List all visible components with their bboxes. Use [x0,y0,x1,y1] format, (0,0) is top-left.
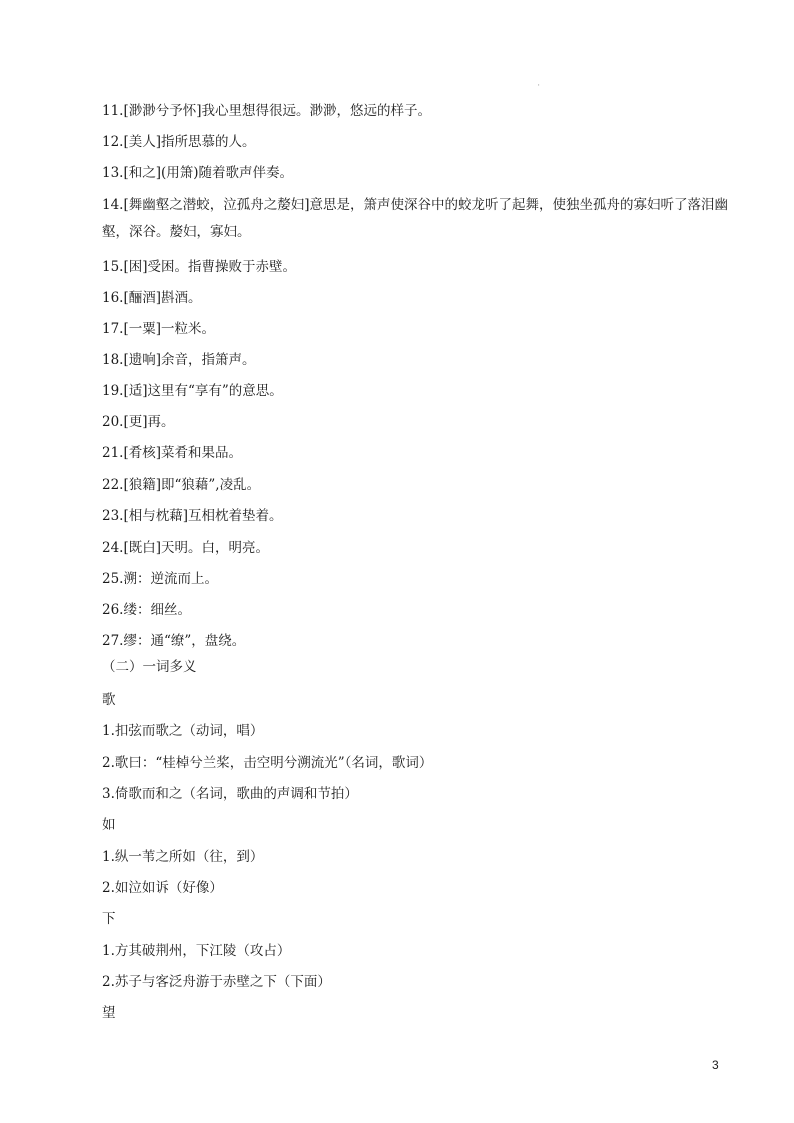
word-xia-item-1: 1.方其破荆州，下江陵（攻占） [102,943,291,959]
word-ru-item-2: 2.如泣如诉（好像） [102,880,223,896]
page-number: 3 [712,1058,719,1072]
note-16: 16.[酾酒]斟酒。 [102,290,202,306]
note-13: 13.[和之](用箫)随着歌声伴奏。 [102,165,294,181]
note-21: 21.[肴核]菜肴和果品。 [102,445,243,461]
note-27: 27.缪：通“缭”，盘绕。 [102,633,246,649]
word-ge-item-2: 2.歌曰：“桂棹兮兰桨，击空明兮溯流光”（名词，歌词） [102,755,433,771]
note-25: 25.溯：逆流而上。 [102,571,218,587]
header-mark: ' [538,84,540,91]
word-heading-xia: 下 [102,911,116,927]
word-heading-wang: 望 [102,1005,116,1021]
section-heading: （二）一词多义 [102,659,197,675]
word-xia-item-2: 2.苏子与客泛舟游于赤壁之下（下面） [102,974,331,990]
note-12: 12.[美人]指所思慕的人。 [102,134,256,150]
word-ru-item-1: 1.纵一苇之所如（往，到） [102,849,264,865]
note-18: 18.[遗响]余音，指箫声。 [102,352,256,368]
word-heading-ge: 歌 [102,692,116,708]
note-22: 22.[狼籍]即“狼藉”,凌乱。 [102,477,261,493]
note-20: 20.[更]再。 [102,414,175,430]
word-ge-item-1: 1.扣弦而歌之（动词，唱） [102,723,264,739]
word-heading-ru: 如 [102,817,116,833]
note-15: 15.[困]受困。指曹操败于赤壁。 [102,259,297,275]
note-26: 26.缕：细丝。 [102,602,191,618]
note-17: 17.[一粟]一粒米。 [102,321,216,337]
word-ge-item-3: 3.倚歌而和之（名词，歌曲的声调和节拍） [102,786,358,802]
note-24: 24.[既白]天明。白，明亮。 [102,540,270,556]
note-14: 14.[舞幽壑之潜蛟，泣孤舟之嫠妇]意思是，箫声使深谷中的蛟龙听了起舞，使独坐孤舟的寡妇听了落泪幽壑，深谷。嫠妇，寡妇。 [102,197,729,240]
note-11: 11.[渺渺兮予怀]我心里想得很远。渺渺，悠远的样子。 [102,103,432,119]
note-19: 19.[适]这里有“享有”的意思。 [102,383,283,399]
note-23: 23.[相与枕藉]互相枕着垫着。 [102,508,283,524]
